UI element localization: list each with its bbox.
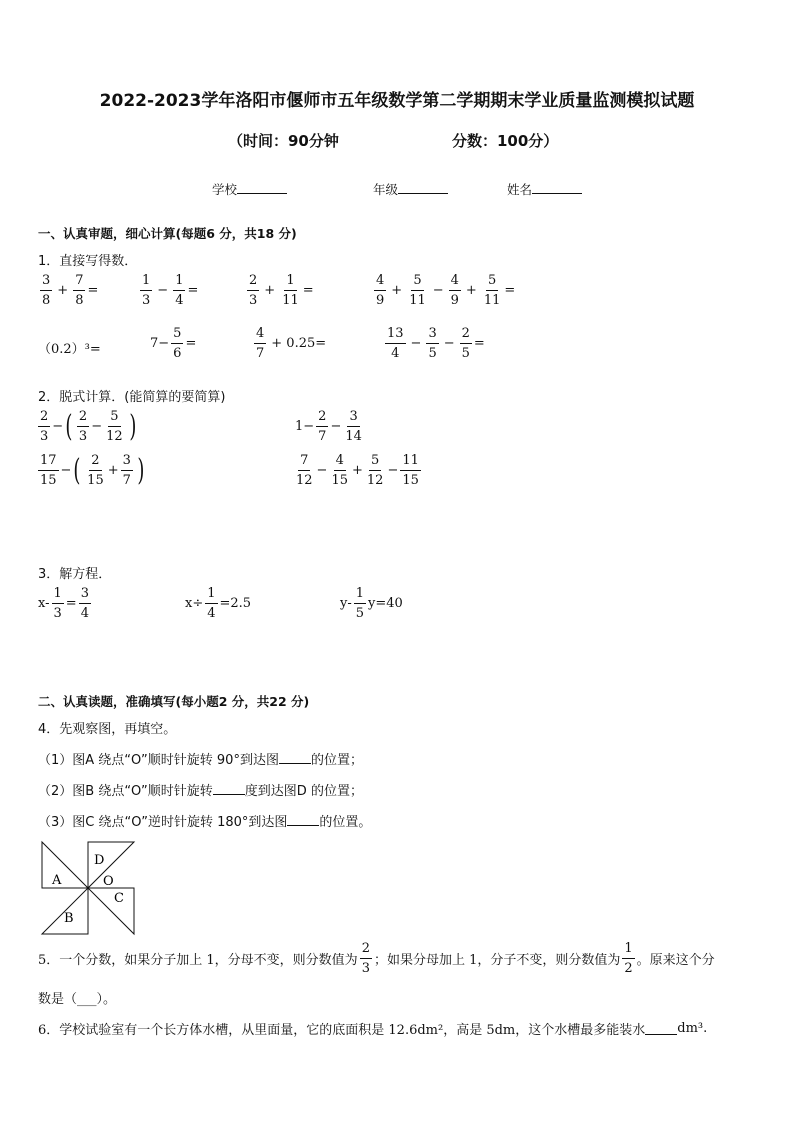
q3-label: 3．解方程． bbox=[38, 567, 112, 582]
exam-time: （时间：90分钟 bbox=[228, 132, 339, 150]
q1-r1-d: $\frac{4}{9}$ + $\frac{5}{11}$ − $\frac{4}{9}$ + $\frac{5}{11}$ = bbox=[376, 273, 516, 308]
q1-r1-b: $\frac{1}{3}$ − $\frac{1}{4}$ = bbox=[142, 273, 199, 308]
q1-r1-c: $\frac{2}{3}$ + $\frac{1}{11}$ = bbox=[249, 273, 314, 308]
q4-sub2: （2）图B 绕点“O”顺时针旋转 度到达图D 的位置； bbox=[38, 784, 363, 799]
q4-blank1[interactable] bbox=[279, 751, 311, 764]
q3-c: y- $\frac{1}{5}$ y=40 bbox=[340, 586, 403, 621]
rotation-figure bbox=[40, 840, 136, 936]
label-c: C bbox=[114, 891, 124, 906]
label-b: B bbox=[64, 911, 74, 926]
q2-label: 2．脱式计算．(能简算的要简算) bbox=[38, 390, 226, 405]
q1-r2-a: （0.2）³= bbox=[38, 342, 101, 357]
section2-heading: 二、认真读题，准确填写(每小题2 分，共22 分) bbox=[38, 694, 310, 709]
name-field[interactable] bbox=[507, 180, 582, 198]
section1-heading: 一、认真审题，细心计算(每题6 分，共18 分) bbox=[38, 226, 297, 241]
q4-blank3[interactable] bbox=[287, 813, 319, 826]
label-a: A bbox=[52, 873, 62, 888]
q4-sub3: （3）图C 绕点“O”逆时针旋转 180°到达图 的位置。 bbox=[38, 815, 372, 830]
grade-label: 年级 bbox=[373, 182, 399, 197]
triangle-a bbox=[42, 842, 88, 888]
q1-r2-d: $\frac{13}{4}$ − $\frac{3}{5}$ − $\frac{2}{5}$ = bbox=[387, 326, 485, 361]
q5-line2: 数是（___）。 bbox=[38, 992, 117, 1007]
q3-b: x÷ $\frac{1}{4}$ =2.5 bbox=[185, 586, 252, 621]
triangle-c bbox=[88, 888, 134, 934]
q2-a: $\frac{2}{3}$ − ( $\frac{2}{3}$ − $\frac{5}{12}$ ) bbox=[40, 408, 137, 444]
q6-blank[interactable] bbox=[645, 1022, 677, 1035]
grade-field[interactable] bbox=[373, 180, 448, 198]
label-d: D bbox=[94, 853, 105, 868]
q2-b: 1− $\frac{2}{7}$ − $\frac{3}{14}$ bbox=[295, 409, 362, 444]
q1-r2-b: 7− $\frac{5}{6}$ = bbox=[150, 326, 197, 361]
q1-label: 1．直接写得数． bbox=[38, 254, 138, 269]
q2-c: $\frac{17}{15}$ − ( $\frac{2}{15}$ + $\frac{3}{7}$ ) bbox=[40, 452, 145, 488]
q2-d: $\frac{7}{12}$ − $\frac{4}{15}$ + $\frac{5}{12}$ − $\frac{11}{15}$ bbox=[296, 453, 419, 488]
q3-a: x- $\frac{1}{3}$ = $\frac{3}{4}$ bbox=[38, 586, 89, 621]
exam-score: 分数：100分） bbox=[452, 132, 559, 150]
q6: 6．学校试验室有一个长方体水槽，从里面量，它的底面积是 12.6dm²，高是 5dm，这个水槽最多能装水 dm³. bbox=[38, 1021, 708, 1038]
q4-blank2[interactable] bbox=[213, 782, 245, 795]
label-o: O bbox=[103, 874, 114, 889]
name-label: 姓名 bbox=[507, 182, 533, 197]
q1-r2-c: $\frac{4}{7}$ + 0.25= bbox=[256, 326, 327, 361]
page-title: 2022-2023学年洛阳市偃师市五年级数学第二学期期末学业质量监测模拟试题 bbox=[99, 91, 695, 111]
q4-sub1: （1）图A 绕点“O”顺时针旋转 90°到达图 的位置； bbox=[38, 753, 363, 768]
school-label: 学校 bbox=[212, 182, 238, 197]
school-field[interactable] bbox=[212, 180, 287, 198]
q5-line1: 5．一个分数，如果分子加上 1，分母不变，则分数值为 $\frac{2}{3}$ ；如果分母加上 1，分子不变，则分数值为 $\frac{1}{2}$ 。原来这个分 bbox=[38, 941, 715, 976]
q4-label: 4．先观察图，再填空。 bbox=[38, 722, 177, 737]
q1-r1-a: $\frac{3}{8}$ + $\frac{7}{8}$ = bbox=[42, 273, 99, 308]
